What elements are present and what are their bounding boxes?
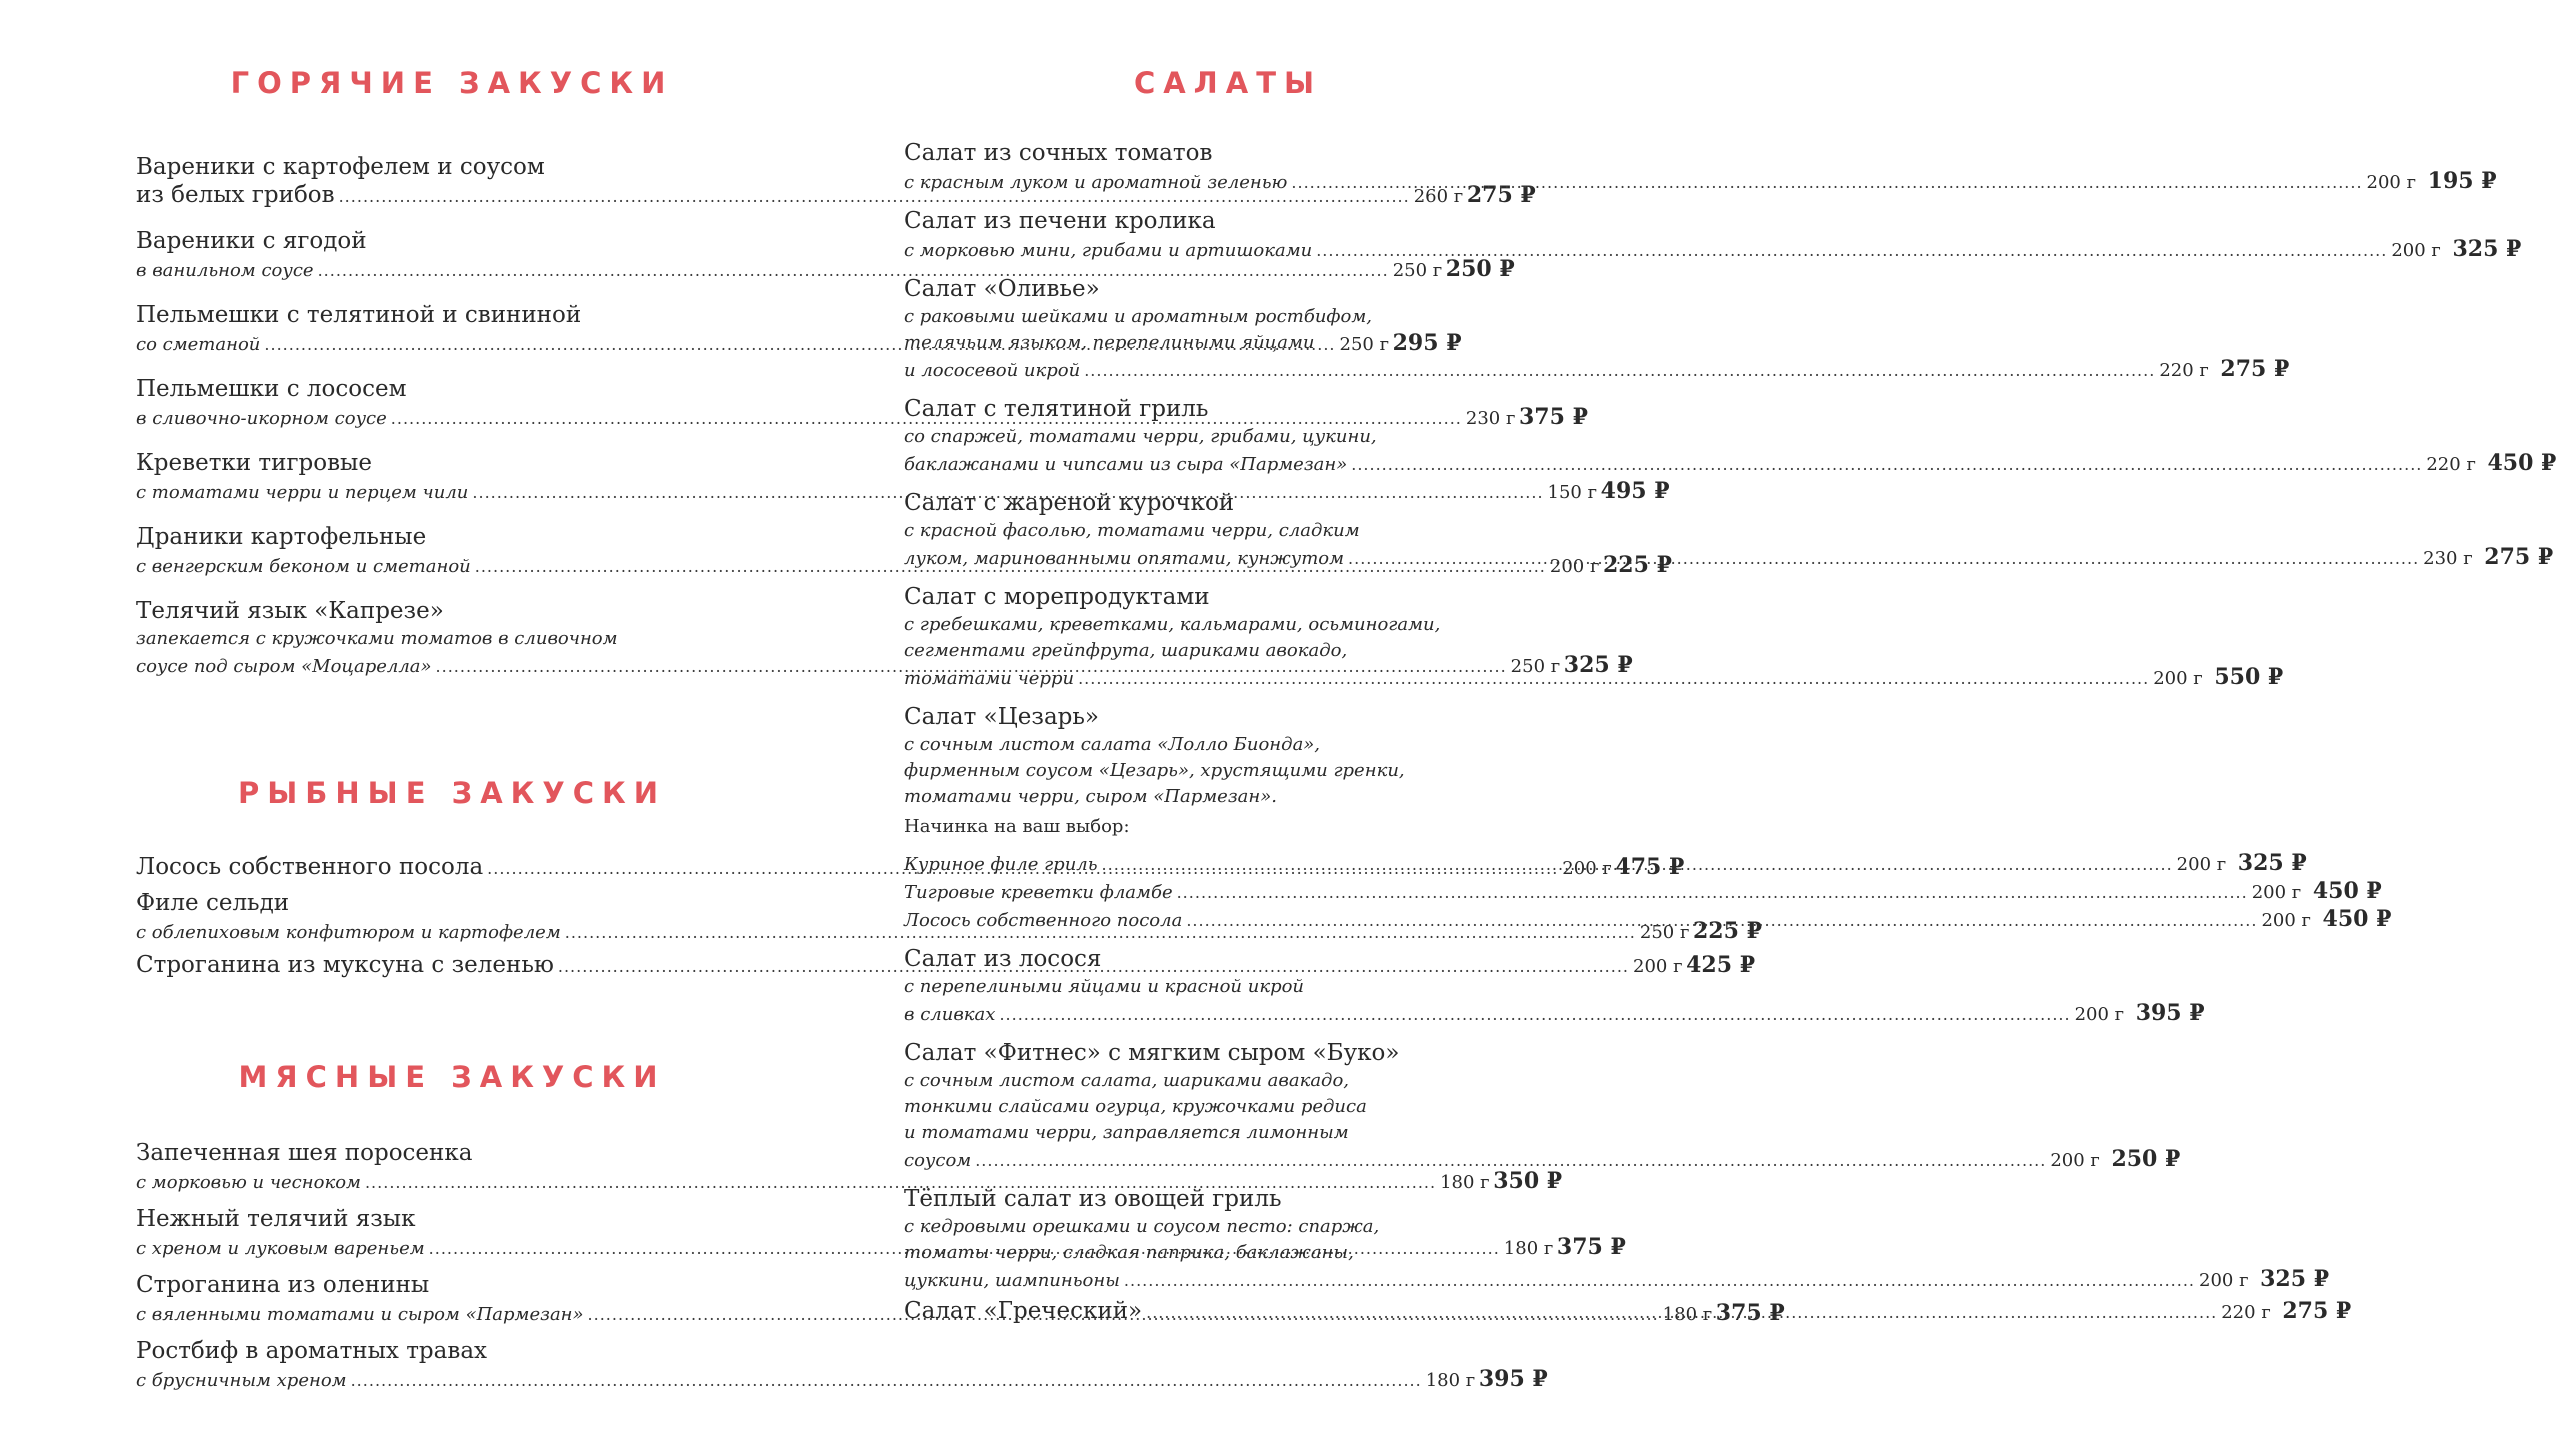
item-name-cont: из белых грибов: [136, 182, 335, 208]
item-price: 325 ₽: [1563, 652, 1633, 678]
item-name: Строганина из оленины: [136, 1272, 430, 1298]
item-desc: с перепелиными яйцами и красной икрой: [904, 976, 1305, 997]
dot-leader: [1078, 669, 2149, 688]
filling-name: Куриное филе гриль: [904, 854, 1098, 875]
item-weight: 250 г: [1392, 260, 1443, 281]
item-name: Вареники с картофелем и соусом: [136, 154, 545, 180]
item-weight: 220 г: [2221, 1302, 2271, 1323]
item-price: 275 ₽: [2220, 356, 2290, 382]
item-name: Нежный телячий язык: [136, 1206, 416, 1232]
item-weight: 200 г: [2261, 910, 2311, 931]
item-name: Салат «Оливье»: [904, 276, 1100, 302]
item-price: 295 ₽: [1392, 330, 1462, 356]
dot-leader: [1084, 361, 2155, 380]
item-desc: с раковыми шейками и ароматным ростбифом,: [904, 306, 1372, 327]
item-desc: томатами черри: [904, 668, 1075, 689]
item-desc: с кедровыми орешками и соусом песто: спаржа,: [904, 1216, 1380, 1237]
menu-item: [904, 1038, 2181, 1172]
item-desc: со спаржей, томатами черри, грибами, цукини,: [904, 426, 1377, 447]
section-title: РЫБНЫЕ ЗАКУСКИ: [238, 776, 666, 810]
item-name: Строганина из муксуна с зеленью: [136, 952, 554, 978]
dot-leader: [1146, 1303, 2217, 1322]
item-desc: телячьим языком, перепелиными яйцами: [904, 332, 1315, 353]
item-price: 550 ₽: [2214, 664, 2284, 690]
item-weight: 250 г: [1339, 334, 1390, 355]
item-name: Пельмешки с телятиной и свининой: [136, 302, 582, 328]
item-desc: сегментами грейпфрута, шариками авокадо,: [904, 640, 1348, 661]
item-weight: 230 г: [1465, 408, 1516, 429]
item-desc: с морковью и чесноком: [136, 1172, 361, 1193]
item-price: 225 ₽: [1692, 918, 1762, 944]
item-name: Салат «Цезарь»: [904, 704, 1099, 730]
dot-leader: [1177, 883, 2248, 902]
dot-leader: [1291, 173, 2362, 192]
item-price: 225 ₽: [1602, 552, 1672, 578]
item-desc: с хреном и луковым вареньем: [136, 1238, 425, 1259]
section-title: ГОРЯЧИЕ ЗАКУСКИ: [230, 66, 674, 100]
item-price: 475 ₽: [1615, 854, 1685, 880]
item-weight: 200 г: [2176, 854, 2227, 875]
item-desc: с облепиховым конфитюром и картофелем: [136, 922, 561, 943]
filling-name: Лосось собственного посола: [904, 910, 1183, 931]
item-desc: с гребешками, креветками, кальмарами, осьминогами,: [904, 614, 1441, 635]
section-title: МЯСНЫЕ ЗАКУСКИ: [238, 1060, 666, 1094]
item-weight: 180 г: [1425, 1370, 1476, 1391]
filling-name: Тигровые креветки фламбе: [904, 882, 1173, 903]
item-price: 250 ₽: [1445, 256, 1515, 282]
dot-leader: [999, 1005, 2070, 1024]
item-desc: фирменным соусом «Цезарь», хрустящими гренки,: [904, 760, 1405, 781]
item-weight: 180 г: [1662, 1304, 1713, 1325]
item-desc: в сливочно-икорном соусе: [136, 408, 387, 429]
item-desc: в ванильном соусе: [136, 260, 314, 281]
item-name: Салат «Греческий»: [904, 1298, 1143, 1324]
dot-leader: [975, 1151, 2046, 1170]
item-desc: и лососевой икрой: [904, 360, 1081, 381]
item-price: 375 ₽: [1715, 1300, 1785, 1326]
item-desc: с сочным листом салата, шариками авакадо,: [904, 1070, 1350, 1091]
item-weight: 220 г: [2426, 454, 2476, 475]
item-price: 195 ₽: [2427, 168, 2497, 194]
item-name: Креветки тигровые: [136, 450, 372, 476]
item-price: 425 ₽: [1686, 952, 1755, 978]
item-desc: с красной фасолью, томатами черри, сладким: [904, 520, 1360, 541]
menu-item: [904, 138, 2497, 194]
item-desc: запекается с кружочками томатов в сливочном: [136, 628, 618, 649]
item-desc: баклажанами и чипсами из сыра «Пармезан»: [904, 454, 1348, 475]
section-title: САЛАТЫ: [1133, 66, 1323, 100]
item-name: Запеченная шея поросенка: [136, 1140, 473, 1166]
item-name: Лосось собственного посола: [136, 854, 484, 880]
item-weight: 200 г: [2153, 668, 2203, 689]
item-name: Пельмешки с лососем: [136, 376, 407, 402]
item-name: Ростбиф в ароматных травах: [136, 1338, 487, 1364]
item-price: 375 ₽: [1519, 404, 1588, 430]
dot-leader: [1102, 855, 2173, 874]
item-weight: 200 г: [2391, 240, 2441, 261]
item-weight: 150 г: [1547, 482, 1598, 503]
item-desc: со сметаной: [136, 334, 261, 355]
item-name: Салат из лосося: [904, 946, 1102, 972]
item-weight: 180 г: [1503, 1238, 1554, 1259]
item-weight: 200 г: [1549, 556, 1600, 577]
item-price: 275 ₽: [2484, 544, 2554, 570]
item-price: 375 ₽: [1556, 1234, 1626, 1260]
item-desc: и томатами черри, заправляется лимонным: [904, 1122, 1349, 1143]
item-name: Телячий язык «Капрезе»: [136, 598, 444, 624]
item-price: 275 ₽: [1466, 182, 1536, 208]
item-price: 325 ₽: [2452, 236, 2522, 262]
item-desc: томатами черри, сыром «Пармезан».: [904, 786, 1277, 807]
item-weight: 260 г: [1413, 186, 1464, 207]
item-desc: цуккини, шампиньоны: [904, 1270, 1120, 1291]
item-desc: томаты черри, сладкая паприка, баклажаны,: [904, 1242, 1354, 1263]
item-price: 450 ₽: [2487, 450, 2556, 476]
item-weight: 180 г: [1440, 1172, 1490, 1193]
item-desc: соусом: [904, 1150, 972, 1171]
item-desc: в сливках: [904, 1004, 996, 1025]
item-weight: 250 г: [1510, 656, 1561, 677]
item-weight: 230 г: [2423, 548, 2473, 569]
item-desc: соусе под сыром «Моцарелла»: [136, 656, 432, 677]
item-name: Салат «Фитнес» с мягким сыром «Буко»: [904, 1040, 1400, 1066]
item-name: Салат из печени кролика: [904, 208, 1216, 234]
item-price: 495 ₽: [1600, 478, 1670, 504]
item-price: 250 ₽: [2111, 1146, 2181, 1172]
item-name: Драники картофельные: [136, 524, 427, 550]
item-name: Салат с морепродуктами: [904, 584, 1210, 610]
item-desc: луком, маринованными опятами, кунжутом: [904, 548, 1345, 569]
item-name: Филе сельди: [136, 890, 290, 916]
menu-item: [904, 206, 2522, 262]
item-weight: 200 г: [1633, 956, 1683, 977]
item-weight: 200 г: [2251, 882, 2302, 903]
item-desc: с венгерским беконом и сметаной: [136, 556, 471, 577]
item-price: 325 ₽: [2237, 850, 2307, 876]
menu-item: [136, 1336, 1548, 1392]
dot-leader: [1316, 241, 2387, 260]
item-desc: с томатами черри и перцем чили: [136, 482, 469, 503]
filling-note: Начинка на ваш выбор:: [904, 816, 1130, 837]
item-weight: 200 г: [2199, 1270, 2249, 1291]
item-price: 350 ₽: [1493, 1168, 1563, 1194]
item-weight: 200 г: [2074, 1004, 2125, 1025]
item-price: 450 ₽: [2312, 878, 2382, 904]
item-desc: тонкими слайсами огурца, кружочками редиса: [904, 1096, 1367, 1117]
item-weight: 220 г: [2159, 360, 2209, 381]
dot-leader: [1351, 455, 2422, 474]
item-name: Вареники с ягодой: [136, 228, 367, 254]
item-price: 275 ₽: [2282, 1298, 2352, 1324]
item-price: 395 ₽: [2135, 1000, 2205, 1026]
menu-item: [904, 274, 2290, 382]
item-desc: с морковью мини, грибами и артишоками: [904, 240, 1313, 261]
item-desc: с красным луком и ароматной зеленью: [904, 172, 1288, 193]
item-name: Салат из сочных томатов: [904, 140, 1213, 166]
item-name: Салат с телятиной гриль: [904, 396, 1209, 422]
item-weight: 250 г: [1639, 922, 1690, 943]
item-price: 325 ₽: [2260, 1266, 2330, 1292]
item-name: Тёплый салат из овощей гриль: [904, 1186, 1282, 1212]
item-price: 450 ₽: [2322, 906, 2392, 932]
item-weight: 200 г: [2366, 172, 2417, 193]
item-price: 395 ₽: [1478, 1366, 1548, 1392]
item-desc: с сочным листом салата «Лолло Бионда»,: [904, 734, 1321, 755]
item-name: Салат с жареной курочкой: [904, 490, 1235, 516]
dot-leader: [1186, 911, 2257, 930]
item-weight: 200 г: [2050, 1150, 2100, 1171]
dot-leader: [1348, 549, 2419, 568]
dot-leader: [1124, 1271, 2195, 1290]
item-desc: с брусничным хреном: [136, 1370, 347, 1391]
item-weight: 200 г: [1562, 858, 1612, 879]
dot-leader: [351, 1371, 1422, 1390]
item-desc: с вяленными томатами и сыром «Пармезан»: [136, 1304, 584, 1325]
filling-option: [904, 878, 2382, 904]
